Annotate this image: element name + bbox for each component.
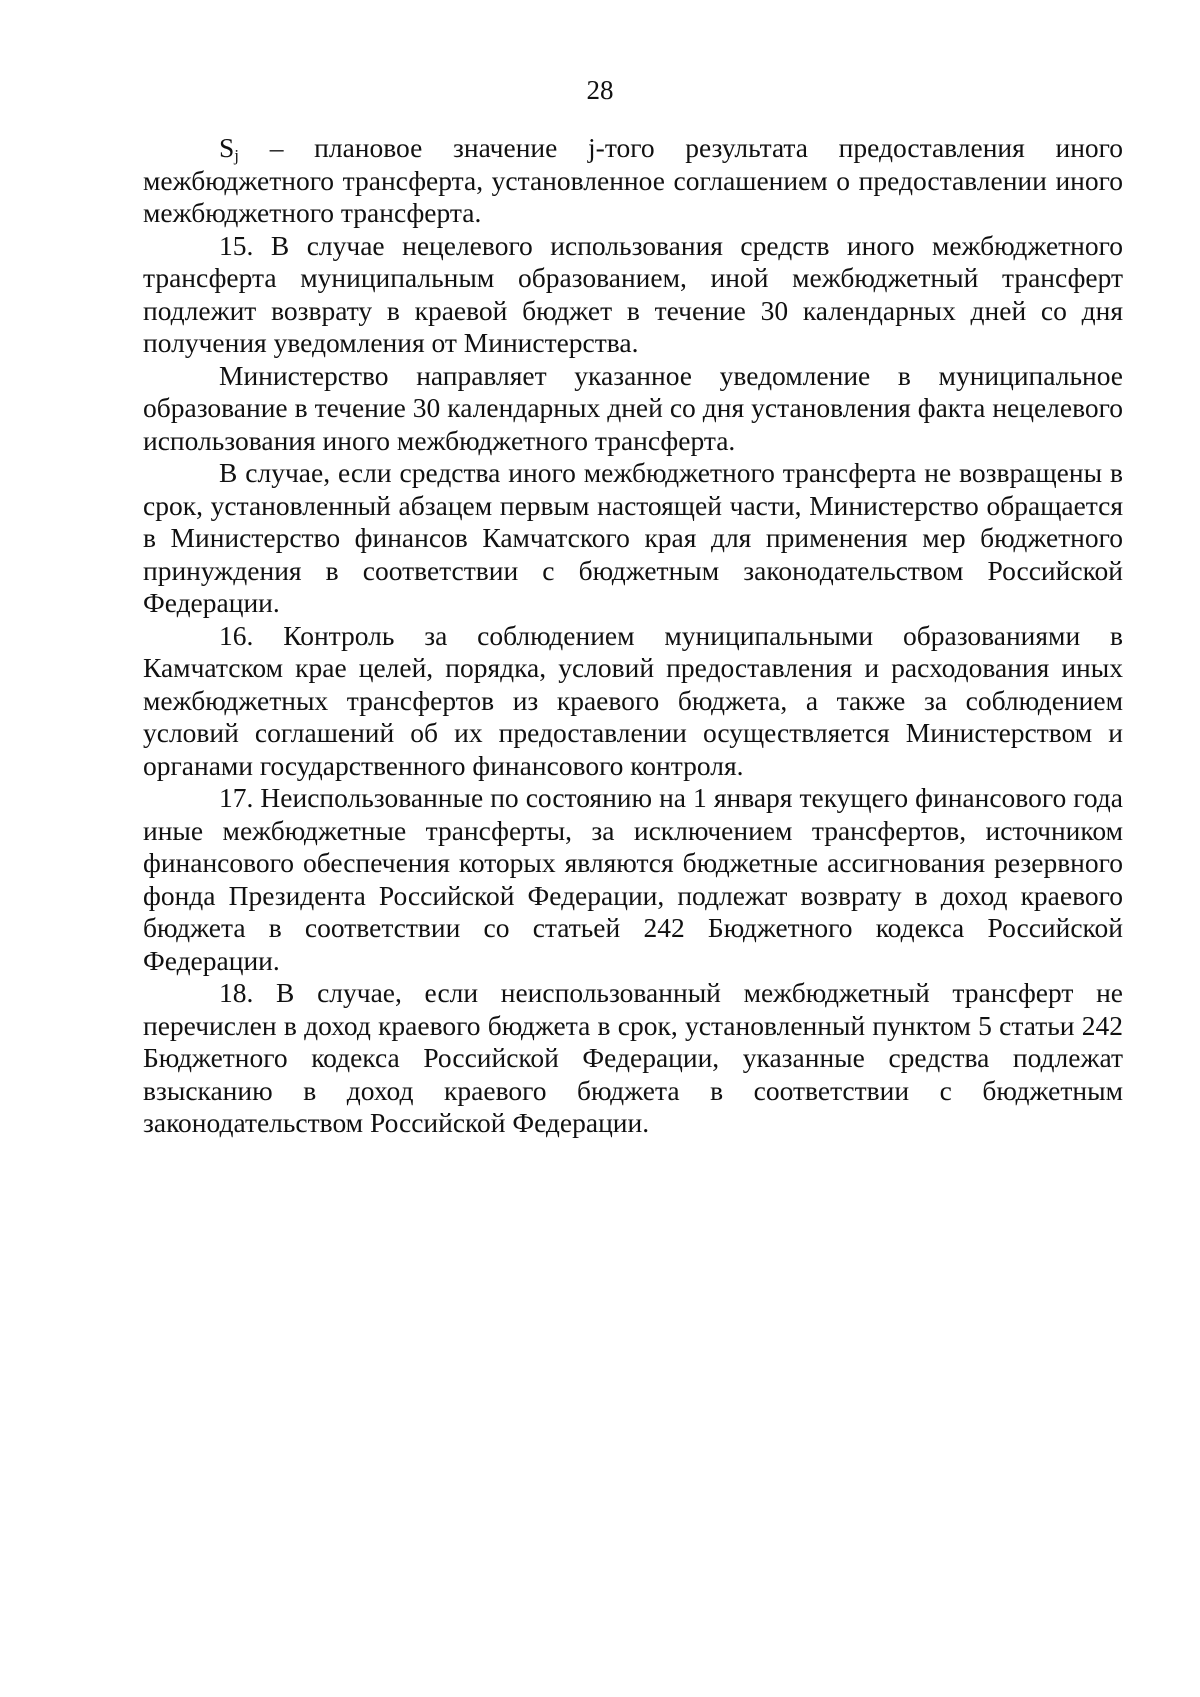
page-number: 28	[586, 75, 614, 105]
sj-definition-text: – плановое значение j-того результата предоставления иного межбюджетного трансферта, установленное соглашением о предоставлении иного межбюджетного трансферта.	[143, 132, 1123, 228]
paragraph-15-notice: Министерство направляет указанное уведомление в муниципальное образование в течение 30 календарных дней со дня установления факта нецелевого использования иного межбюджетного трансферта.	[143, 359, 1123, 456]
paragraph-18: 18. В случае, если неиспользованный межбюджетный трансферт не перечислен в доход краевого бюджета в срок, установленный пунктом 5 статьи 242 Бюджетного кодекса Российской Федерации, указанные средства подлежат взысканию в доход краевого бюджета в соответствии с бюджетным законодательством Российской Федерации.	[143, 977, 1123, 1138]
document-body	[143, 132, 1123, 1140]
paragraph-17: 17. Неиспользованные по состоянию на 1 января текущего финансового года иные межбюджетные трансферты, за исключением трансфертов, источником финансового обеспечения которых являются бюджетные ассигнования резервного фонда Президента Российской Федерации, подлежат возврату в доход краевого бюджета в соответствии со статьей 242 Бюджетного кодекса Российской Федерации.	[143, 782, 1123, 976]
paragraph-15-return: В случае, если средства иного межбюджетного трансферта не возвращены в срок, установленный абзацем первым настоящей части, Министерство обращается в Министерство финансов Камчатского края для применения мер бюджетного принуждения в соответствии с бюджетным законодательством Российской Федерации.	[143, 457, 1123, 618]
sj-subscript: j	[234, 146, 240, 165]
paragraph-15: 15. В случае нецелевого использования средств иного межбюджетного трансферта муниципальным образованием, иной межбюджетный трансферт подлежит возврату в краевой бюджет в течение 30 календарных дней со дня получения уведомления от Министерства.	[143, 229, 1123, 358]
paragraph-sj-definition	[143, 132, 1123, 230]
paragraph-16: 16. Контроль за соблюдением муниципальными образованиями в Камчатском крае целей, порядка, условий предоставления и расходования иных межбюджетных трансфертов из краевого бюджета, а также за соблюдением условий соглашений об их предоставлении осуществляется Министерством и органами государственного финансового контроля.	[143, 619, 1123, 781]
sj-symbol: S	[219, 132, 235, 163]
